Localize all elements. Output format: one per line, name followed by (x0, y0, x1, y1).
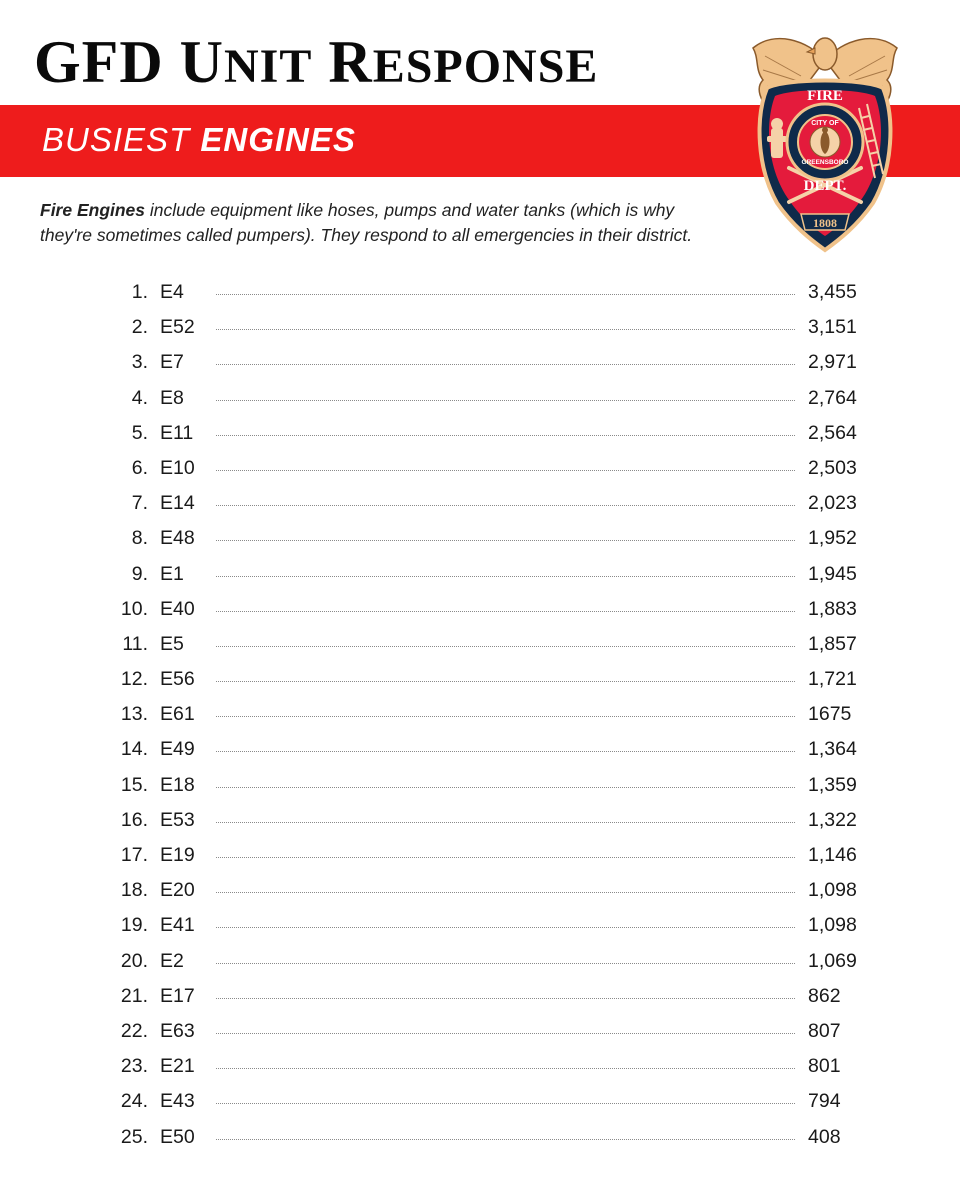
response-count: 1,098 (808, 879, 857, 902)
dotted-leader (216, 998, 795, 999)
list-item (0, 1119, 960, 1154)
list-item (0, 978, 960, 1013)
rank-number: 12. (120, 668, 148, 691)
engine-unit: E11 (160, 421, 194, 444)
response-count: 1,945 (808, 562, 857, 585)
list-item (0, 520, 960, 555)
engine-unit: E5 (160, 632, 184, 655)
badge-text-city: CITY OF (811, 120, 839, 127)
response-count: 1,883 (808, 597, 857, 620)
list-item (0, 309, 960, 344)
badge-year: 1808 (813, 216, 837, 230)
rank-number: 7. (131, 492, 148, 515)
engine-unit: E52 (160, 316, 195, 339)
engine-unit: E14 (160, 492, 195, 515)
intro-paragraph (40, 198, 730, 248)
list-item (0, 556, 960, 591)
response-count: 807 (808, 1019, 841, 1042)
list-item (0, 802, 960, 837)
response-count: 3,151 (808, 316, 857, 339)
banner-subtitle (42, 119, 356, 161)
engine-unit: E7 (160, 351, 184, 374)
response-count: 1,322 (808, 808, 857, 831)
list-item (0, 696, 960, 731)
list-item (0, 872, 960, 907)
list-item (0, 344, 960, 379)
rank-number: 22. (120, 1019, 148, 1042)
list-item (0, 767, 960, 802)
dotted-leader (216, 963, 795, 964)
banner-subtitle-light: BUSIEST (42, 121, 201, 158)
rank-number: 23. (120, 1055, 148, 1078)
engine-unit: E18 (160, 773, 195, 796)
dotted-leader (216, 1103, 795, 1104)
list-item (0, 450, 960, 485)
title-part: ESPONSE (372, 40, 599, 93)
dotted-leader (216, 1068, 795, 1069)
dotted-leader (216, 822, 795, 823)
dotted-leader (216, 927, 795, 928)
rank-number: 16. (120, 808, 148, 831)
response-count: 1,857 (808, 632, 857, 655)
engine-unit: E53 (160, 808, 195, 831)
engine-unit: E56 (160, 668, 195, 691)
eagle-head (813, 38, 837, 70)
dotted-leader (216, 681, 795, 682)
dotted-leader (216, 364, 795, 365)
engine-unit: E20 (160, 879, 195, 902)
rank-number: 24. (120, 1090, 148, 1113)
response-count: 862 (808, 984, 841, 1007)
list-item (0, 591, 960, 626)
title-part: R (312, 29, 373, 95)
response-count: 801 (808, 1055, 841, 1078)
list-item (0, 1013, 960, 1048)
fire-department-badge-logo (745, 18, 905, 258)
list-item (0, 415, 960, 450)
response-count: 2,023 (808, 492, 857, 515)
engine-ranking-list (0, 274, 960, 1154)
engine-unit: E63 (160, 1019, 195, 1042)
dotted-leader (216, 787, 795, 788)
rank-number: 25. (120, 1125, 148, 1148)
rank-number: 4. (131, 386, 148, 409)
rank-number: 11. (122, 632, 148, 655)
rank-number: 2. (131, 316, 148, 339)
rank-number: 14. (120, 738, 148, 761)
dotted-leader (216, 1139, 795, 1140)
list-item (0, 837, 960, 872)
rank-number: 21. (120, 984, 148, 1007)
list-item (0, 380, 960, 415)
engine-unit: E43 (160, 1090, 195, 1113)
engine-unit: E19 (160, 844, 195, 866)
dotted-leader (216, 576, 795, 577)
page-title (34, 22, 598, 107)
rank-number: 19. (120, 914, 148, 937)
banner-subtitle-bold: ENGINES (200, 121, 356, 158)
dotted-leader (216, 892, 795, 893)
engine-unit: E41 (160, 914, 195, 937)
response-count: 3,455 (808, 281, 857, 303)
response-count: 794 (808, 1090, 841, 1113)
list-item (0, 626, 960, 661)
response-count: 408 (808, 1125, 841, 1148)
engine-unit: E8 (160, 386, 184, 409)
engine-unit: E40 (160, 597, 195, 620)
dotted-leader (216, 435, 795, 436)
list-item (0, 661, 960, 696)
dotted-leader (216, 329, 795, 330)
engine-unit: E4 (160, 281, 184, 303)
engine-unit: E1 (160, 562, 184, 585)
dotted-leader (216, 646, 795, 647)
response-count: 1,952 (808, 527, 857, 550)
response-count: 1675 (808, 703, 852, 726)
rank-number: 18. (120, 879, 148, 902)
response-count: 1,364 (808, 738, 857, 761)
dotted-leader (216, 400, 795, 401)
rank-number: 10. (120, 597, 148, 620)
response-count: 1,359 (808, 773, 857, 796)
rank-number: 1. (131, 281, 148, 303)
list-item (0, 274, 960, 309)
engine-unit: E21 (160, 1055, 195, 1078)
engine-unit: E2 (160, 949, 184, 972)
rank-number: 8. (131, 527, 148, 550)
badge-text-dept: DEPT. (803, 178, 847, 194)
dotted-leader (216, 611, 795, 612)
response-count: 2,971 (808, 351, 857, 374)
badge-text-name: GREENSBORO (801, 159, 849, 166)
rank-number: 3. (131, 351, 148, 374)
dotted-leader (216, 505, 795, 506)
list-item (0, 1083, 960, 1118)
engine-unit: E48 (160, 527, 195, 550)
rank-number: 5. (131, 421, 148, 444)
response-count: 2,503 (808, 456, 857, 479)
list-item (0, 907, 960, 942)
response-count: 1,069 (808, 949, 857, 972)
rank-number: 13. (120, 703, 148, 726)
badge-text-fire: FIRE (807, 88, 843, 104)
list-item (0, 731, 960, 766)
dotted-leader (216, 857, 795, 858)
dotted-leader (216, 540, 795, 541)
response-count: 2,564 (808, 421, 857, 444)
response-count: 2,764 (808, 386, 857, 409)
engine-unit: E49 (160, 738, 195, 761)
dotted-leader (216, 716, 795, 717)
list-item (0, 485, 960, 520)
engine-unit: E17 (160, 984, 195, 1007)
rank-number: 15. (120, 773, 148, 796)
response-count: 1,146 (808, 844, 857, 866)
dotted-leader (216, 294, 795, 295)
intro-text: include equipment like hoses, pumps and water tanks (which is why they're sometimes called pumpers). They respond to all emergencies in their district. (40, 200, 693, 245)
dotted-leader (216, 751, 795, 752)
list-item (0, 943, 960, 978)
rank-number: 20. (120, 949, 148, 972)
dotted-leader (216, 470, 795, 471)
rank-number: 17. (120, 844, 148, 866)
response-count: 1,721 (808, 668, 857, 691)
engine-unit: E10 (160, 456, 195, 479)
dotted-leader (216, 1033, 795, 1034)
rank-number: 6. (131, 456, 148, 479)
title-part: NIT (223, 40, 313, 93)
intro-lead: Fire Engines (40, 200, 146, 220)
rank-number: 9. (131, 562, 148, 585)
list-item (0, 1048, 960, 1083)
title-part: GFD U (34, 29, 224, 95)
response-count: 1,098 (808, 914, 857, 937)
engine-unit: E61 (160, 703, 195, 726)
engine-unit: E50 (160, 1125, 195, 1148)
